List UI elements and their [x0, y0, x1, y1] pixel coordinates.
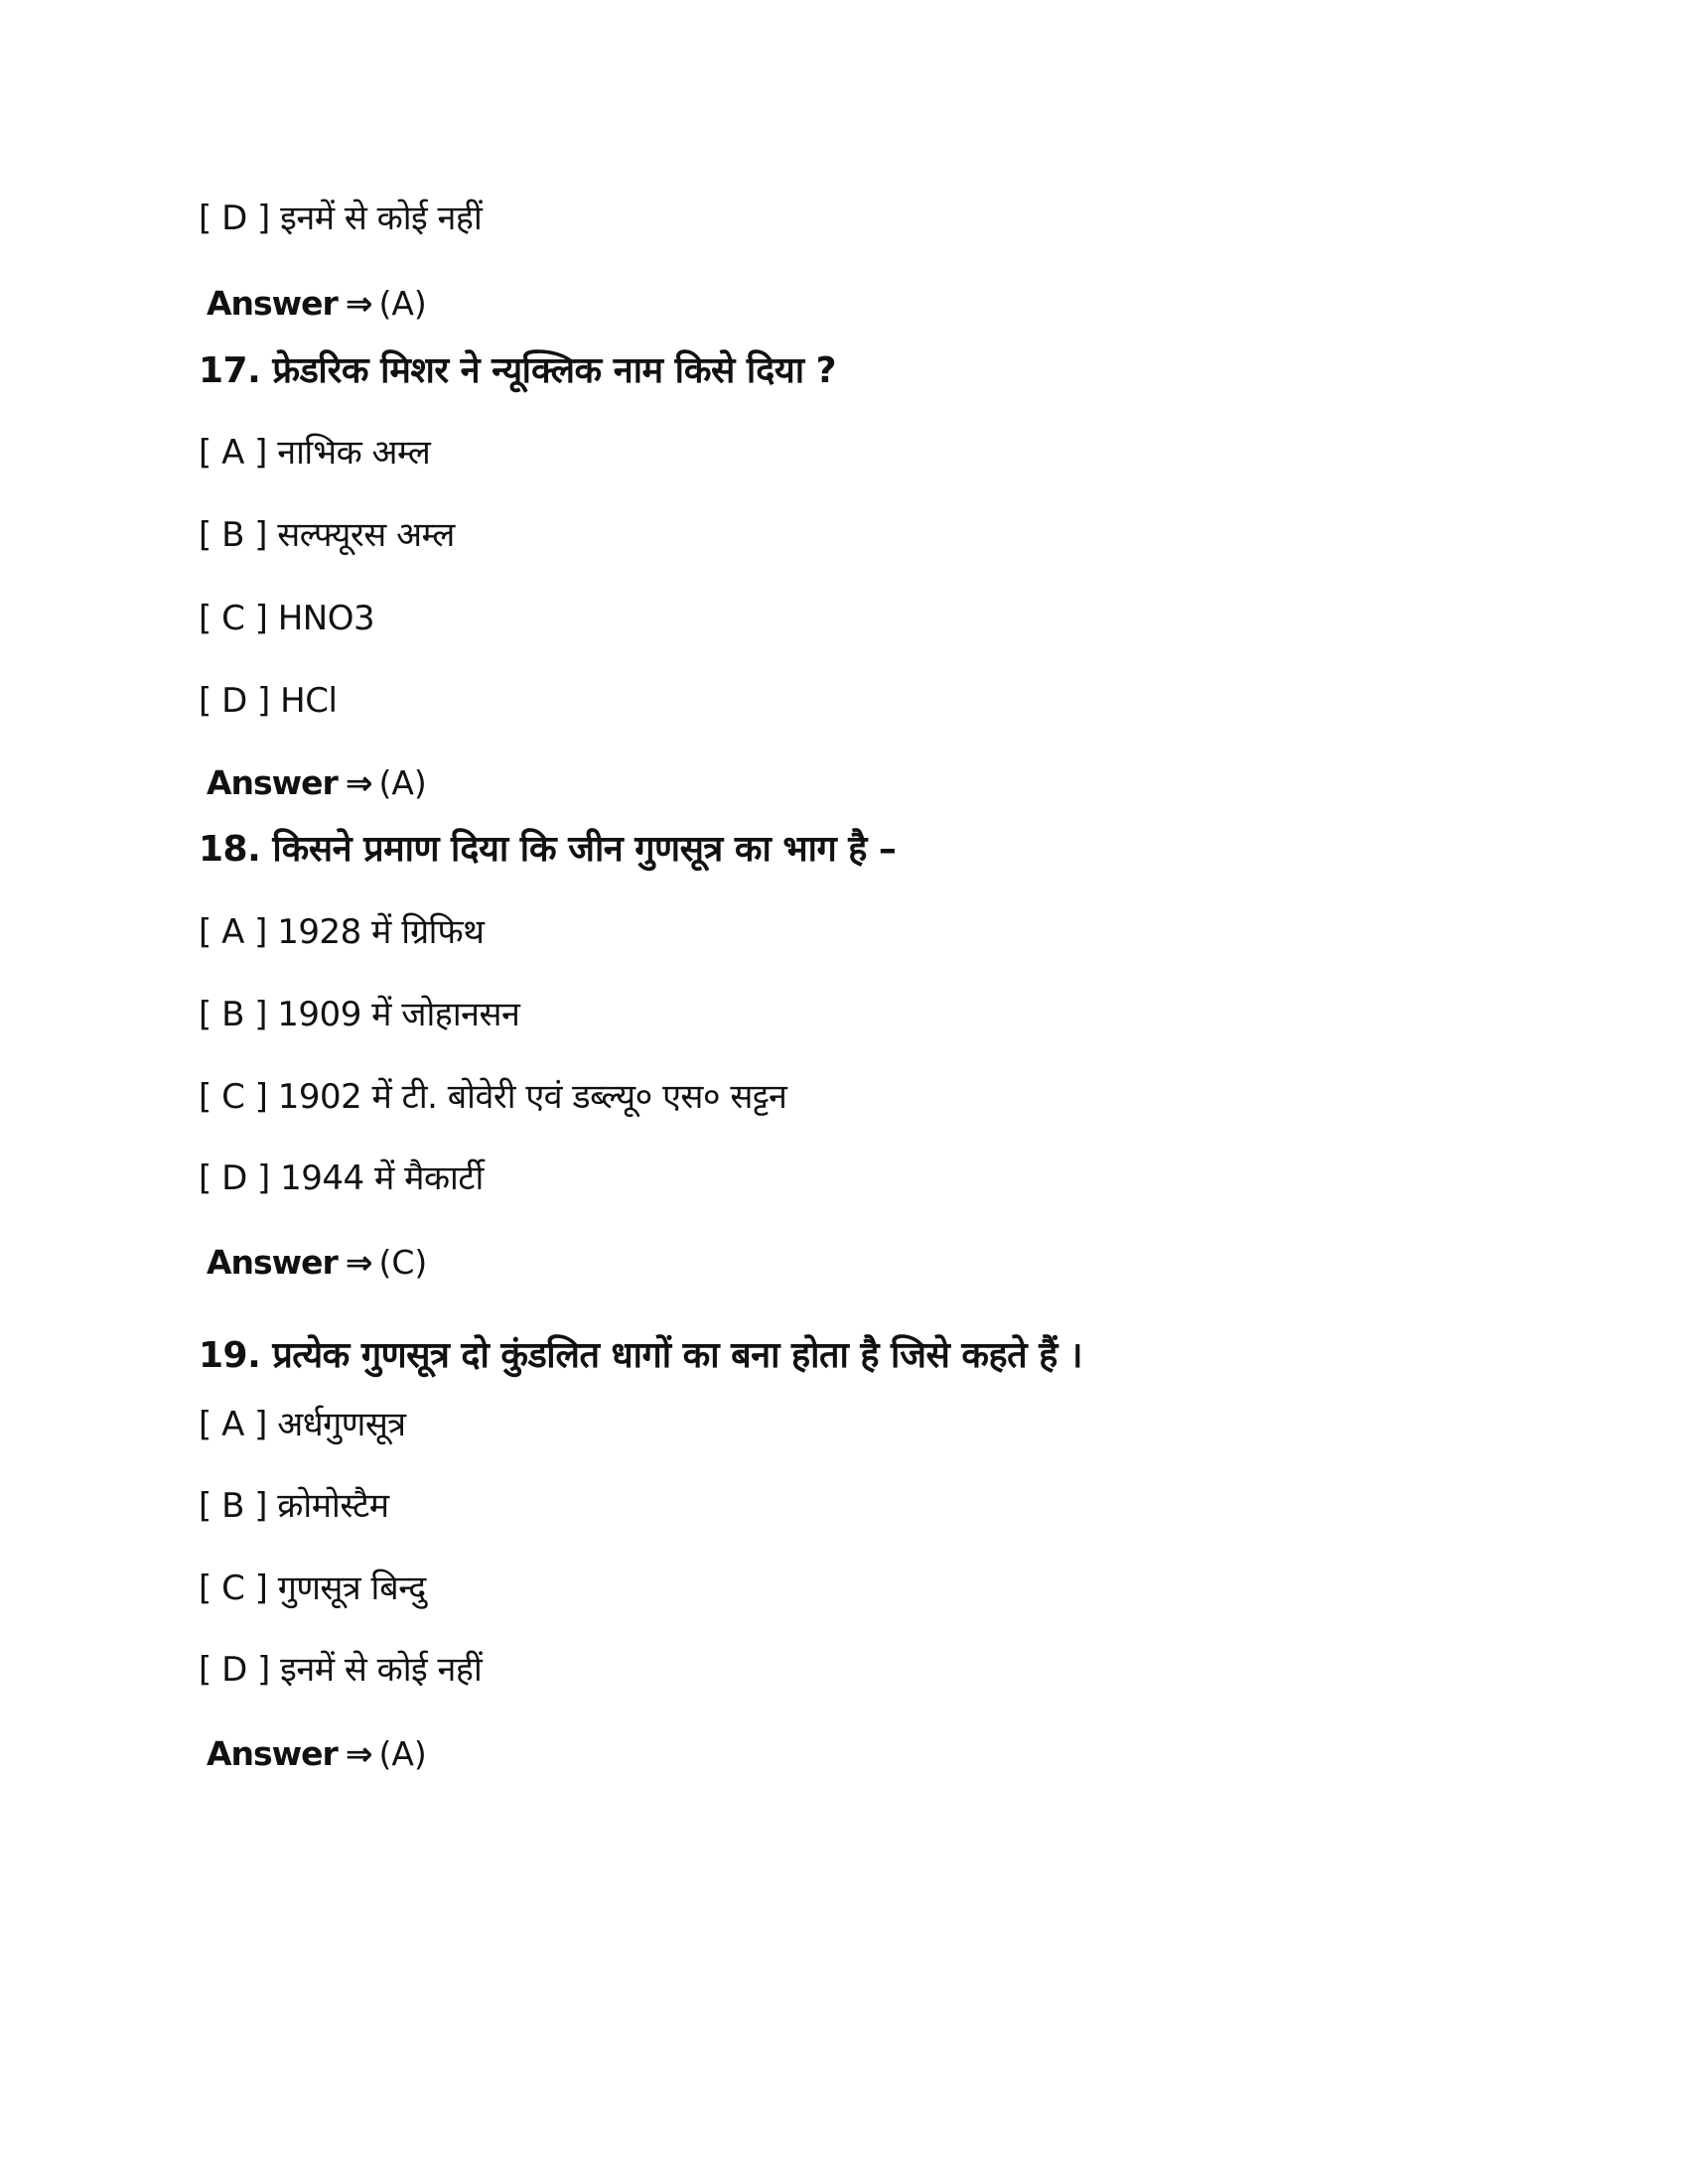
question-17 [199, 350, 836, 391]
option-a [199, 433, 431, 473]
option-key: [ D ] [199, 1650, 270, 1690]
option-text: इनमें से कोई नहीं [280, 199, 483, 238]
option-c [199, 599, 375, 638]
option-d [199, 681, 338, 721]
answer-label: Answer [207, 763, 338, 802]
option-key: [ B ] [199, 1486, 267, 1526]
answer-label: Answer [207, 1243, 338, 1282]
option-d [199, 199, 483, 238]
option-key: [ D ] [199, 1159, 270, 1198]
option-d [199, 1650, 483, 1690]
answer-label: Answer [207, 284, 338, 323]
option-text: 1909 में जोहानसन [277, 995, 520, 1034]
implies-arrow-icon: ⇒ [345, 1243, 373, 1282]
answer-value: (C) [378, 1243, 428, 1282]
option-key: [ C ] [199, 1077, 268, 1117]
question-19 [199, 1335, 1082, 1376]
option-text: सल्फ्यूरस अम्ल [277, 515, 455, 555]
option-text: अर्धगुणसूत्र [277, 1405, 406, 1444]
answer-value: (A) [378, 1734, 427, 1773]
option-text: 1928 में ग्रिफिथ [277, 912, 485, 952]
answer-label: Answer [207, 1734, 338, 1773]
option-key: [ B ] [199, 515, 267, 555]
question-text: किसने प्रमाण दिया कि जीन गुणसूत्र का भाग है – [272, 829, 897, 870]
option-d [199, 1159, 484, 1198]
implies-arrow-icon: ⇒ [345, 284, 373, 323]
option-key: [ D ] [199, 199, 270, 238]
option-key: [ A ] [199, 1405, 267, 1444]
question-text: फ्रेडरिक मिशर ने न्यूक्लिक नाम किसे दिया ? [272, 350, 836, 391]
answer-line [207, 284, 427, 323]
option-text: 1902 में टी. बोवेरी एवं डब्ल्यू० एस० सट्टन [277, 1077, 787, 1117]
answer-line [207, 763, 427, 802]
option-b [199, 1486, 389, 1526]
option-text: HCl [280, 681, 338, 721]
option-a [199, 912, 485, 952]
option-key: [ C ] [199, 599, 268, 638]
option-key: [ A ] [199, 912, 267, 952]
option-key: [ C ] [199, 1569, 268, 1608]
question-18 [199, 829, 897, 870]
question-number: 17. [199, 350, 261, 391]
option-b [199, 995, 520, 1034]
option-key: [ A ] [199, 433, 267, 473]
option-key: [ B ] [199, 995, 267, 1034]
option-a [199, 1405, 406, 1444]
question-number: 18. [199, 829, 261, 870]
option-c [199, 1077, 787, 1117]
implies-arrow-icon: ⇒ [345, 1734, 373, 1773]
option-text: HNO3 [277, 599, 375, 638]
answer-value: (A) [378, 763, 427, 802]
answer-value: (A) [378, 284, 427, 323]
question-number: 19. [199, 1335, 261, 1376]
option-text: नाभिक अम्ल [277, 433, 431, 473]
option-text: गुणसूत्र बिन्दु [277, 1569, 426, 1608]
option-text: 1944 में मैकार्टी [280, 1159, 484, 1198]
option-c [199, 1569, 426, 1608]
option-text: क्रोमोस्टैम [277, 1486, 389, 1526]
question-text: प्रत्येक गुणसूत्र दो कुंडलित धागों का बना होता है जिसे कहते हैं । [272, 1335, 1082, 1376]
implies-arrow-icon: ⇒ [345, 763, 373, 802]
option-key: [ D ] [199, 681, 270, 721]
answer-line [207, 1243, 428, 1282]
option-text: इनमें से कोई नहीं [280, 1650, 483, 1690]
option-b [199, 515, 455, 555]
answer-line [207, 1734, 427, 1773]
